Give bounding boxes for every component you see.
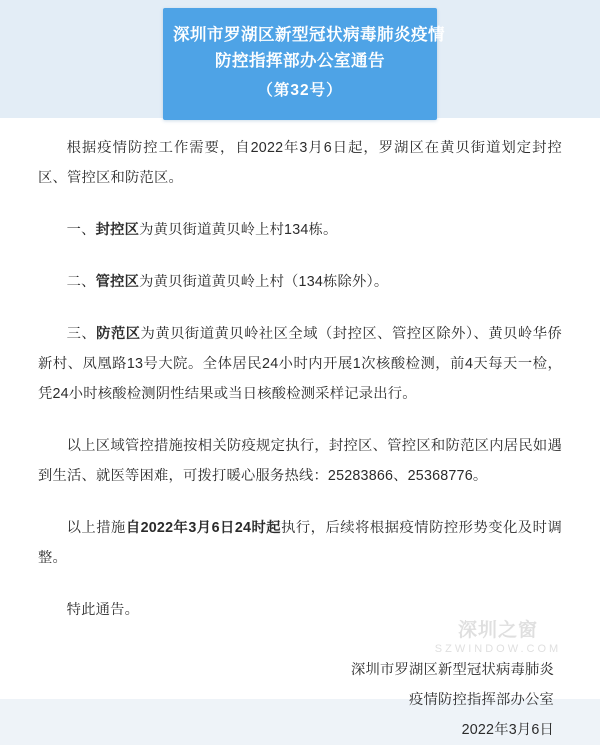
signature-date: 2022年3月6日 bbox=[461, 722, 554, 738]
paragraph-item-3 bbox=[38, 319, 562, 409]
item-1-term: 封控区 bbox=[95, 222, 140, 238]
effective-rest: 执行，后续将根据疫情防控形势变化及时调整。 bbox=[38, 520, 562, 566]
item-3-number: 三、 bbox=[66, 326, 97, 342]
item-3-term: 防范区 bbox=[96, 326, 141, 342]
signature-block bbox=[38, 655, 562, 745]
item-2-term: 管控区 bbox=[95, 274, 140, 290]
paragraph-effective-date bbox=[38, 513, 562, 573]
banner-notice-number: （第32号） bbox=[257, 82, 343, 99]
item-2-text: 为黄贝街道黄贝岭上村（134栋除外）。 bbox=[139, 274, 389, 290]
paragraph-intro: 根据疫情防控工作需要，自2022年3月6日起，罗湖区在黄贝街道划定封控区、管控区和防范区。 bbox=[38, 140, 562, 186]
item-1-number: 一、 bbox=[66, 222, 96, 238]
signature-org-line-1: 深圳市罗湖区新型冠状病毒肺炎 bbox=[351, 662, 554, 678]
notice-body bbox=[38, 133, 562, 745]
banner-title-line-2: 防控指挥部办公室通告 bbox=[215, 52, 385, 70]
item-2-number: 二、 bbox=[66, 274, 96, 290]
paragraph-item-1 bbox=[38, 215, 562, 245]
signature-org-line-2: 疫情防控指挥部办公室 bbox=[409, 692, 554, 708]
effective-prefix: 以上措施 bbox=[66, 520, 126, 536]
watermark-main-text: 深圳之窗 bbox=[457, 620, 538, 641]
watermark-sub-text: SZWINDOW.COM bbox=[434, 643, 562, 655]
paragraph-item-2 bbox=[38, 267, 562, 297]
notice-title-banner bbox=[163, 8, 445, 120]
banner-title-line-1: 深圳市罗湖区新型冠状病毒肺炎疫情 bbox=[173, 26, 445, 44]
item-3-text: 为黄贝街道黄贝岭社区全域（封控区、管控区除外）、黄贝岭华侨新村、凤凰路13号大院。全体居民24小时内开展1次核酸检测，前4天每天一检，凭24小时核酸检测阴性结果或当日核酸检测采样记录出行。 bbox=[38, 326, 562, 402]
effective-datetime: 自2022年3月6日24时起 bbox=[125, 520, 282, 536]
paragraph-hotline: 以上区域管控措施按相关防疫规定执行，封控区、管控区和防范区内居民如遇到生活、就医等困难，可拨打暖心服务热线：25283866、25368776。 bbox=[38, 438, 562, 484]
item-1-text: 为黄贝街道黄贝岭上村134栋。 bbox=[139, 222, 338, 238]
paragraph-closing: 特此通告。 bbox=[66, 602, 140, 618]
